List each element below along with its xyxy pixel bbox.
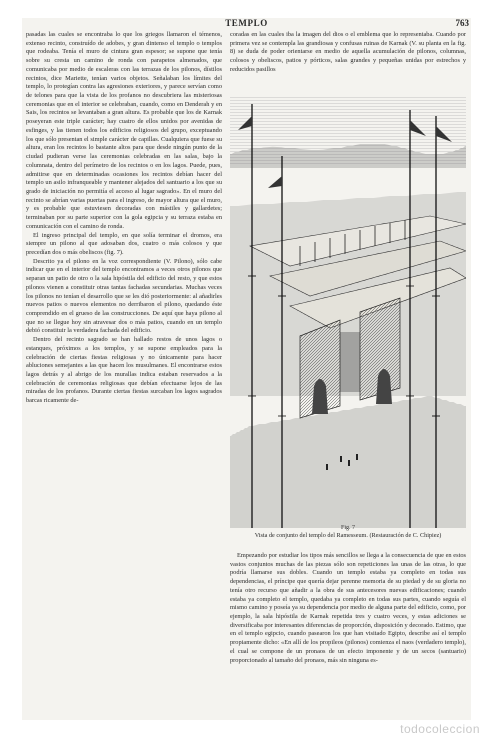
running-header xyxy=(22,18,471,32)
paragraph: Empezando por estudiar los tipos más sencillos se llega a la consecuencia de que en estos vastos conjuntos muchas de las piezas sólo son repeticiones las unas de las otras, lo que podría llamarse sus dobles. Cuando un templo estaba ya completo en todas sus dependencias, el príncipe que quería dejar perenne memoria de su piedad y de su gloria no tenía otro recurso que añadir a la obra de sus antecesores nuevas edificaciones; cuando estaba ya completo el templo, quedaba ya completo en todas sus partes, cuando seguía el mismo camino y poseía ya su dependencia por medio de alguna parte del edificio, como, por ejemplo, la sala hipóstila de Karnak repetida tres y cuatro veces, y estas adiciones se diversificaba por interesantes diferencias de proporción, disposición y decorado. Estimo, que en el templo egipcio, cuando pasearon los que han visitado Egipto, describe así el templo propiamente dicho: «En allí de los propileos (pilonos) comienza el naos (verdadero templo), el cual se compone de un pronaos de un efecto imponente y de un secos (santuario) proporcionado al tamaño del pronaos, más sin ninguna es- xyxy=(230,552,466,664)
right-column-top xyxy=(230,31,466,93)
page-number: 763 xyxy=(455,18,469,28)
ramesseum-engraving-illustration xyxy=(230,96,466,528)
paragraph: El ingreso principal del templo, en que solía terminar el dromos, era siempre un pilono al que adosaban dos, cuatro o más colosos y que precedían dos o más obeliscos (fig. 7). xyxy=(26,231,222,256)
paragraph: Descrito ya el pilono en la voz correspondiente (V. Pilono), sólo cabe indicar que en el interior del templo encontramos a veces otros pilonos que separan un patio de otro o la sala hipóstila del edificio del resto, y que estos pilonos vienen a constituir otras tantas fachadas secundarias. Muchas veces los pilonos no tenían el desarrollo que se les dió posteriormente: al añadirles nuevos patios o nuevos elementos no derribaron el pilono, quedando éste comprendido en el grueso de las construcciones. De aquí que haya pilono al que no se llegue hoy sin atravesar dos o más patios, cuando en un templo debió constituir la verdadera fachada del edificio. xyxy=(26,257,222,335)
running-title: TEMPLO xyxy=(225,18,268,28)
right-column-bottom xyxy=(230,552,466,716)
left-column xyxy=(26,31,222,716)
paragraph: coradas en las cuales iba la imagen del dios o el emblema que lo representaba. Cuando por primera vez se contempla las grandiosas y confusas ruinas de Karnak (V. su planta en la fig. 8) se duda de poder orientarse en medio de aquella acumulación de pilonos, columnas, colosos y obeliscos, patios y pórticos, salas grandes y pequeñas unidas por estrechos y reducidos pasillos xyxy=(230,31,466,73)
paragraph: Dentro del recinto sagrado se han hallado restos de unos lagos o estanques, próximos a los templos, y se supone empleados para la celebración de ciertas fiestas religiosas y no únicamente para hacer abluciones semejantes a las que hacen los musulmanes. El encontrarse estos lagos detrás y al abrigo de los murallas indica estaban reservados a la celebración de ceremonias religiosas que debían efectuarse lejos de las miradas de los profanos. Durante ciertas fiestas surcaban los lagos sagrados barcas ricamente de- xyxy=(26,336,222,405)
temple-engraving-figure xyxy=(230,96,466,528)
watermark-logo: todocoleccion xyxy=(400,722,480,736)
paragraph: pasadas las cuales se encontraba lo que los griegos llamaron el témenos, extenso recinto, construído de adobes, y gran dintenso el templo o templos que rodeaba. Tenía el muro de cintura gran espesor; se supone que tenía sobre su cresta un camino de ronda con parapetos almenados, que comunicaba por medio de escaleras con las terrazas de los pilonos, dístilos recintos, dice Mariette, tenían varios objetos. Señalaban los límites del templo, lo protegían contra las agresiones exteriores, y parece servían como de telones para que la vista de los profanos no descubriera las misteriosas ceremonias que en el interior se celebraban, cuando, como en Denderah y en Sais, los recintos se levantaban a gran altura. Es probable que los de Karnak poseyeran este triple carácter; hay cuatro de ellos unidos por avenidas de esfinges, y las tienen todos los edificios religiosos del grupo, exceptuando los que sólo presentan el simple carácter de capillas. Cualquiera que fuese su altura, eran los recintos lo bastante altos para que desde ningún punto de la ciudad pudieran verse las ceremonias celebradas en las salas, bajo la columnata, dentro del perímetro de los recintos o en los lagos. Puede, pues, admitirse que en determinadas ocasiones los recintos debían hacer del templo un asilo infranqueable y mantener alejados del santuario a los que su grado de iniciación no permitía el acceso al lugar sagrado». En el muro del recinto se abrían varias puertas para el ingreso, de mayor altura que el muro, y es probable que estuviesen decoradas con mástiles y gallardetes; terminaban por su parte superior con la gola egipcia y su terraza estaba en comunicación con el camino de ronda. xyxy=(26,31,222,230)
figure-caption xyxy=(230,524,466,540)
figure-number: Fig. 7 xyxy=(340,525,355,531)
caption-text: Vista de conjunto del templo del Ramesseum. (Restauración de C. Chipiez) xyxy=(254,532,442,539)
document-page xyxy=(22,18,471,720)
